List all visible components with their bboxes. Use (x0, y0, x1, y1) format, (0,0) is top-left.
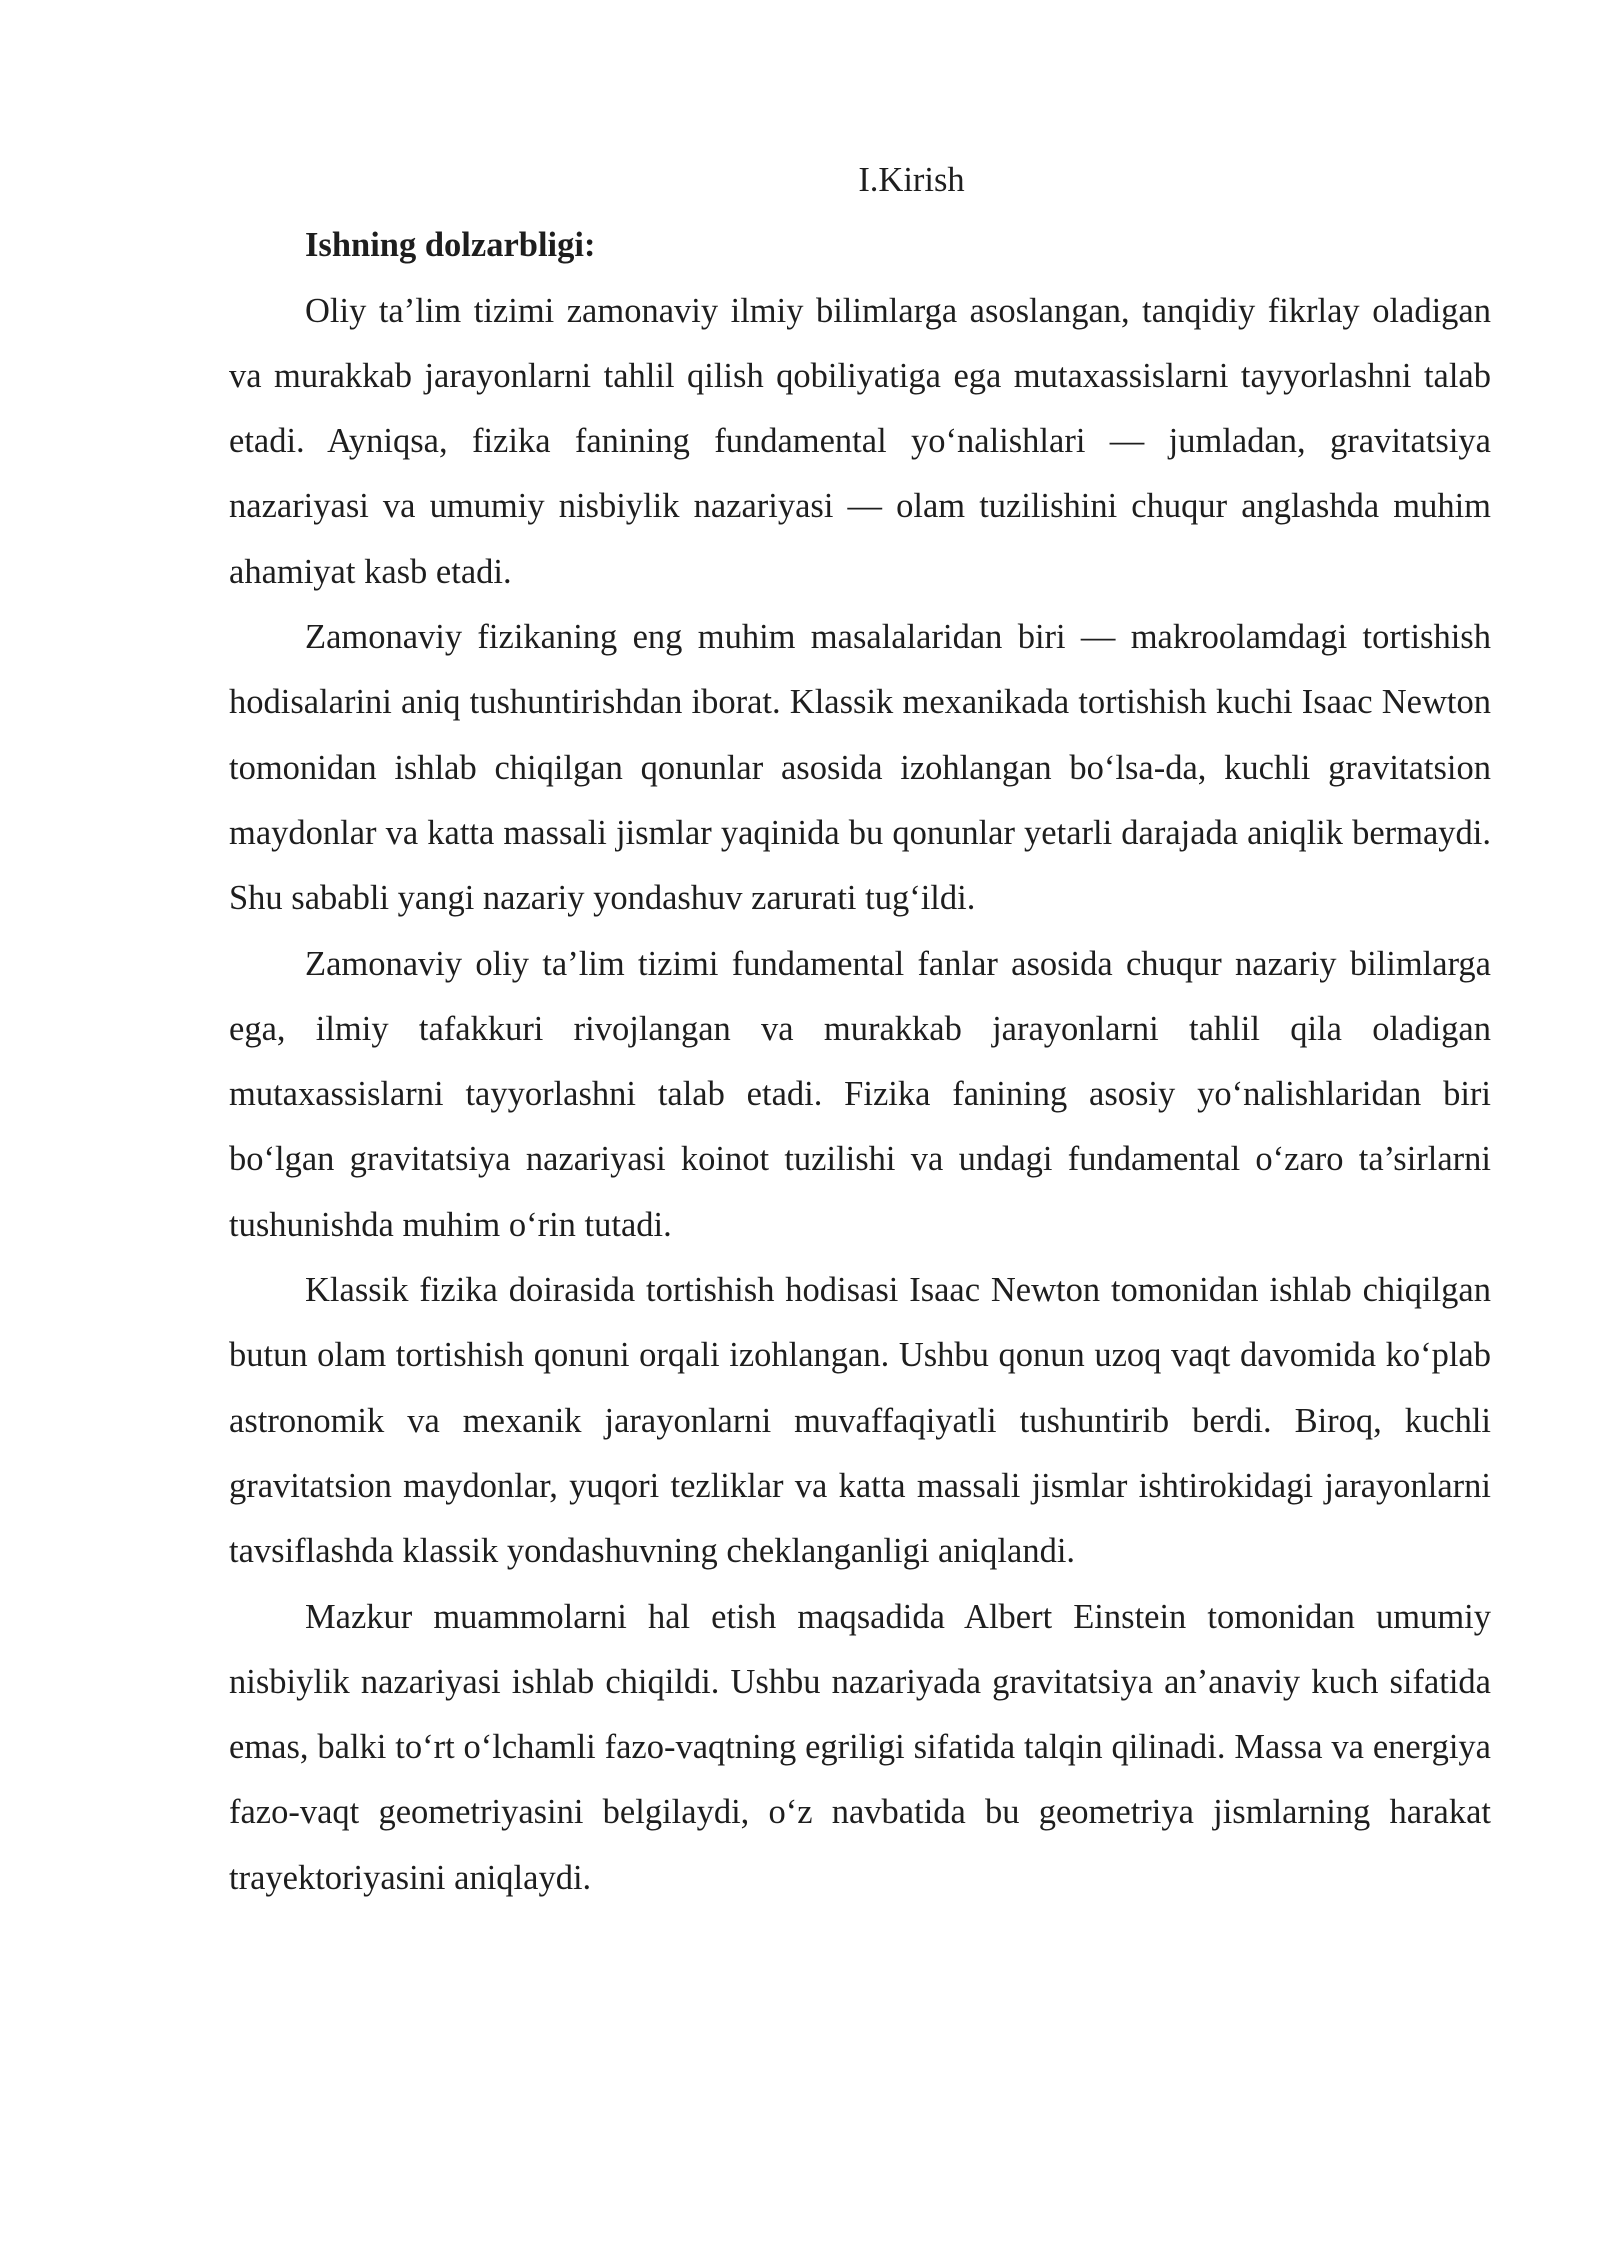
paragraph-3: Zamonaviy oliy ta’lim tizimi fundamental fanlar asosida chuqur nazariy bilimlarga ega, ilmiy tafakkuri rivojlangan va murakkab jarayonlarni tahlil qila oladigan mutaxassislarni tayyorlashni talab etadi. Fizika fanining asosiy yo‘nalishlaridan biri bo‘lgan gravitatsiya nazariyasi koinot tuzilishi va undagi fundamental o‘zaro ta’sirlarni tushunishda muhim o‘rin tutadi. (229, 944, 1491, 1244)
paragraph-5: Mazkur muammolarni hal etish maqsadida Albert Einstein tomonidan umumiy nisbiylik nazariyasi ishlab chiqildi. Ushbu nazariyada gravitatsiya an’anaviy kuch sifatida emas, balki to‘rt o‘lchamli fazo-vaqtning egriligi sifatida talqin qilinadi. Massa va energiya fazo-vaqt geometriyasini belgilaydi, o‘z navbatida bu geometriya jismlarning harakat trayektoriyasini aniqlaydi. (229, 1597, 1491, 1897)
page-title: I.Kirish (858, 161, 965, 199)
paragraph-2: Zamonaviy fizikaning eng muhim masalalaridan biri — makroolamdagi tortishish hodisalarini aniq tushuntirishdan iborat. Klassik mexanikada tortishish kuchi Isaac Newton tomonidan ishlab chiqilgan qonunlar asosida izohlangan bo‘lsa-da, kuchli gravitatsion maydonlar va katta massali jismlar yaqinida bu qonunlar yetarli darajada aniqlik bermaydi. Shu sababli yangi nazariy yondashuv zarurati tug‘ildi. (229, 618, 1491, 918)
section-heading: Ishning dolzarbligi: (305, 226, 596, 265)
paragraph-1: Oliy ta’lim tizimi zamonaviy ilmiy bilimlarga asoslangan, tanqidiy fikrlay oladigan va murakkab jarayonlarni tahlil qilish qobiliyatiga ega mutaxassislarni tayyorlashni talab etadi. Ayniqsa, fizika fanining fundamental yo‘nalishlari — jumladan, gravitatsiya nazariyasi va umumiy nisbiylik nazariyasi — olam tuzilishini chuqur anglashda muhim ahamiyat kasb etadi. (229, 291, 1491, 591)
paragraph-4: Klassik fizika doirasida tortishish hodisasi Isaac Newton tomonidan ishlab chiqilgan butun olam tortishish qonuni orqali izohlangan. Ushbu qonun uzoq vaqt davomida ko‘plab astronomik va mexanik jarayonlarni muvaffaqiyatli tushuntirib berdi. Biroq, kuchli gravitatsion maydonlar, yuqori tezliklar va katta massali jismlar ishtirokidagi jarayonlarni tavsiflashda klassik yondashuvning cheklanganligi aniqlandi. (229, 1271, 1491, 1571)
document-body (229, 148, 1491, 1911)
